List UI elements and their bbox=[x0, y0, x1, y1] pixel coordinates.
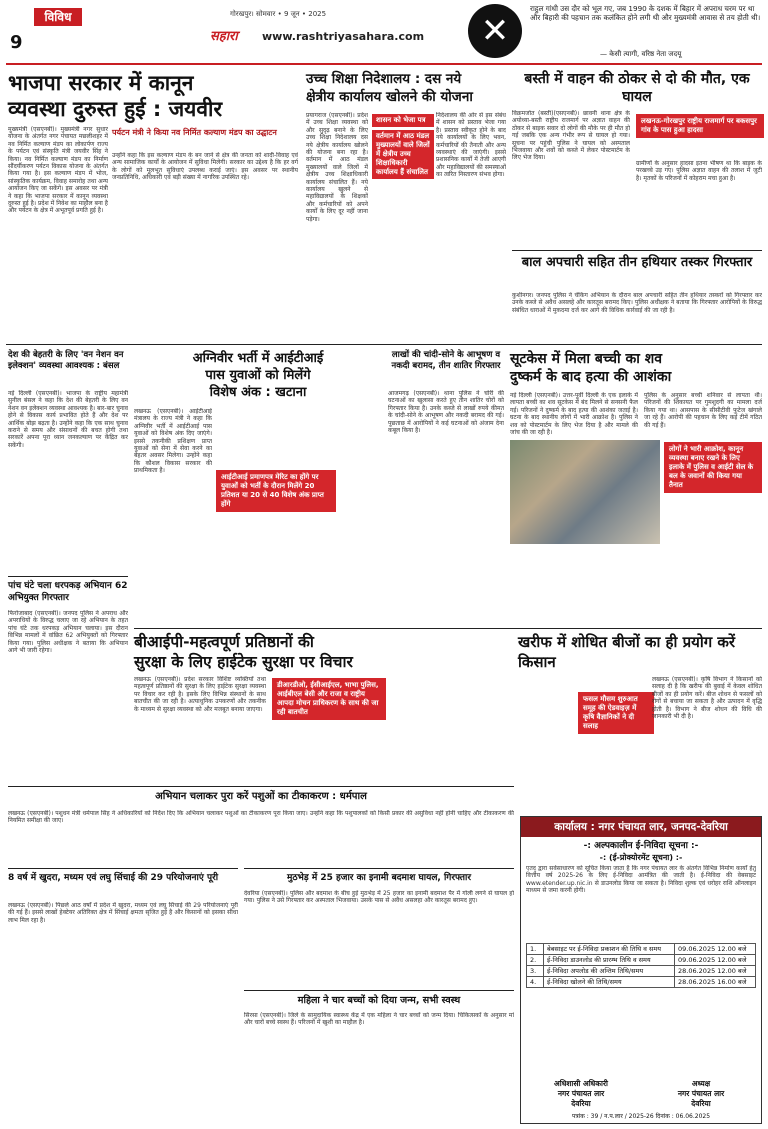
article-body: लखनऊ (एसएनबी)। आईटीआई मंत्रालय के राज्य मंत्री ने कहा कि अग्निवीर भर्ती में आईटीआई पास युवाओं को विशेष अंक दिए जाएंगे। इससे तकनीकी प्रशिक्षण प्राप्त युवाओं को सेना में सेवा करने का बेहतर अवसर मिलेगा। उन्होंने कहा कि कौशल विकास सरकार की प्राथमिकता है। bbox=[134, 408, 212, 475]
red-box: लखनऊ-गोरखपुर राष्ट्रीय राजमार्ग पर बकसपुर गांव के पास हुआ हादसा bbox=[636, 114, 764, 138]
article-encounter bbox=[244, 868, 514, 988]
table-row: 3. ई-निविदा अपलोड की अन्तिम तिथि/समय 28.06.2025 12.00 बजे bbox=[527, 966, 756, 977]
red-box: आईटीआई प्रमाणपत्र मेरिट का होंगे पर युवाओं को भर्ती के दौरान मिलेंगे 20 प्रतिशत या 20 से 40 विशेष अंक प्राप्त होंगे bbox=[216, 470, 336, 512]
website-url[interactable]: www.rashtriyasahara.com bbox=[262, 30, 425, 43]
headline: अभियान चलाकर पुरा करें पशुओं का टीकाकरण : धर्मपाल bbox=[155, 791, 367, 802]
article-body: ग्रामीणों के अनुसार हादसा इतना भीषण था कि बाइक के परखच्चे उड़ गए। पुलिस अज्ञात वाहन की तलाश में जुटी है। मृतकों के परिजनों में कोहराम मचा हुआ है। bbox=[636, 160, 762, 182]
headline: बीआईपी-महत्वपूर्ण प्रतिष्ठानों की bbox=[134, 633, 314, 651]
article-body: लखनऊ (एसएनबी)। कृषि विभाग ने किसानों को सलाह दी है कि खरीफ की बुवाई में केवल शोधित बीजों का ही प्रयोग करें। बीज शोधन से फसलों को रोगों से बचाया जा सकता है और उत्पादन में वृद्धि होती है। विभाग ने बीज शोधन की विधि की जानकारी भी दी है। bbox=[652, 676, 762, 721]
tender-office: कार्यालय : नगर पंचायत लार, जनपद-देवरिया bbox=[521, 817, 761, 837]
article-body: मुख्यमंत्री (एसएनबी)। मुख्यमंत्री नगर सुधार योजना के अंतर्गत नगर पंचायत मछलीशहर में नव निर्मित कल्याण मंडप का लोकार्पण राज्य के पर्यटन एवं संस्कृति मंत्री जयवीर सिंह ने किया। नव निर्मित कल्याण मंडप का निर्माण सौंदर्यीकरण पर्यटन विकास योजना के अंतर्गत किया गया है। इस कल्याण मंडप में भोज, सांस्कृतिक कार्यक्रम, विवाह समारोह तथा अन्य आयोजन किए जा सकेंगे। इस अवसर पर मंत्री ने कहा कि भाजपा सरकार में कानून व्यवस्था दुरुस्त हुई है। प्रदेश में निवेश का माहौल बना है और पर्यटन के क्षेत्र में अभूतपूर्व प्रगति हुई है। bbox=[8, 126, 108, 215]
newspaper-logo: सहारा bbox=[210, 29, 238, 44]
x-logo-icon: ✕ bbox=[468, 4, 522, 58]
tender-footer: पत्रांक : 39 / न.प.लार / 2025-26 दिनांक : 06.06.2025 bbox=[571, 1113, 711, 1120]
article-body: निदेशालय की ओर से इस संबंध में शासन को प्रस्ताव भेजा गया है। प्रस्ताव स्वीकृत होने के बाद नये कार्यालयों के लिए भवन, कर्मचारियों की तैनाती और अन्य व्यवस्थाएं की जाएंगी। इससे प्रशासनिक कार्यों में तेजी आएगी और महाविद्यालयों की समस्याओं का त्वरित निस्तारण संभव होगा। bbox=[436, 112, 506, 179]
article-body: लखनऊ (एसएनबी)। पिछले आठ वर्षों में प्रदेश में खुदरा, मध्यम एवं लघु सिंचाई की 29 परियोजनाएं पूरी की गई हैं। इससे लाखों हेक्टेयर अतिरिक्त क्षेत्र में सिंचाई क्षमता सृजित हुई है और किसानों को इसका सीधा लाभ मिल रहा है। bbox=[8, 902, 238, 924]
red-box: शासन को भेजा पत्र bbox=[372, 114, 434, 127]
tender-notice bbox=[520, 816, 762, 1124]
page-number: 9 bbox=[10, 32, 23, 53]
article-arms-smugglers bbox=[512, 250, 762, 340]
red-box: फसल मौसम शुरुआत समूह की ऐडवाइज़ में कृषि वैज्ञानिकों ने दी सलाह bbox=[578, 692, 654, 734]
article-body: लखनऊ (एसएनबी)। प्रदेश सरकार विशिष्ट व्यक्तियों तथा महत्वपूर्ण प्रतिष्ठानों की सुरक्षा के लिए हाईटेक सुरक्षा व्यवस्था पर विचार कर रही है। इसके लिए विभिन्न संस्थानों के साथ बातचीत की जा रही है। अत्याधुनिक उपकरणों और तकनीक के माध्यम से सुरक्षा व्यवस्था को और मजबूत बनाया जाएगा। bbox=[134, 676, 266, 713]
headline: क्षेत्रीय कार्यालय खोलने की योजना bbox=[306, 89, 473, 105]
tender-table bbox=[526, 943, 756, 988]
headline: दुष्कर्म के बाद हत्या की आशंका bbox=[510, 369, 672, 385]
red-box: वर्तमान में आठ मंडल मुख्यालयों वाले जिलों में क्षेत्रीय उच्च शिक्षाधिकारी कार्यालय हैं संचालित bbox=[372, 130, 434, 179]
table-row: 2. ई-निविदा डाउनलोड की प्रारम्भ तिथि व समय 09.06.2025 12.00 बजे bbox=[527, 955, 756, 966]
article-body: सिरसा (एसएनबी)। जिले के सामुदायिक स्वास्थ्य केंद्र में एक महिला ने चार बच्चों को जन्म दिया। चिकित्सकों के अनुसार मां और चारों बच्चे स्वस्थ हैं। परिजनों में खुशी का माहौल है। bbox=[244, 1012, 514, 1027]
headline: बस्ती में वाहन की ठोकर से दो की मौत, एक घायल bbox=[524, 71, 750, 105]
article-quadruplets bbox=[244, 990, 514, 1123]
city-date: गोरखपुर। सोमवार • 9 जून • 2025 bbox=[230, 10, 327, 18]
masthead bbox=[0, 0, 768, 66]
article-body: नई दिल्ली (एसएनबी)। भाजपा के राष्ट्रीय महामंत्री सुनील बंसल ने कहा कि देश की बेहतरी के लिए वन नेशन वन इलेक्शन व्यवस्था आवश्यक है। बार-बार चुनाव होने से विकास कार्य प्रभावित होते हैं और देश पर आर्थिक बोझ बढ़ता है। उन्होंने कहा कि एक साथ चुनाव कराने से समय और संसाधनों की बचत होगी तथा सरकारें अपना पूरा ध्यान जनकल्याण पर केंद्रित कर सकेंगी। bbox=[8, 390, 128, 449]
headline: मुठभेड़ में 25 हजार का इनामी बदमाश घायल, गिरफ्तार bbox=[286, 873, 472, 883]
masthead-quote: राहुल गांधी उस दौर को भूल गए, जब 1990 के दशक में बिहार में अपराध चरम पर था और बिहारी की पहचान तक कलंकित होने लगी थी और मुख्यमंत्री आवास से तय होती थी। bbox=[530, 4, 761, 22]
article-body: फिरोजाबाद (एसएनबी)। जनपद पुलिस ने अपराध और अपराधियों के विरुद्ध चलाए जा रहे अभियान के तहत पांच घंटे तक धरपकड़ अभियान चलाया। इस दौरान विभिन्न मामलों में वांछित 62 अभियुक्तों को गिरफ्तार किया गया। पुलिस अधीक्षक ने बताया कि अभियान आगे भी जारी रहेगा। bbox=[8, 610, 128, 655]
article-body: पुलिस के अनुसार बच्ची शनिवार से लापता थी। परिजनों की शिकायत पर गुमशुदगी का मामला दर्ज किया गया था। आसपास के सीसीटीवी फुटेज खंगाले जा रहे हैं। आरोपी की पहचान के लिए कई टीमें गठित की गई हैं। bbox=[644, 392, 762, 429]
headline: व्यवस्था दुरुस्त हुई : जयवीर bbox=[8, 97, 223, 121]
headline: अग्निवीर भर्ती में आईटीआई bbox=[192, 351, 324, 366]
article-kharif-seeds bbox=[518, 632, 762, 812]
pull-quote: पर्यटन मंत्री ने किया नव निर्मित कल्याण मंडप का उद्घाटन bbox=[112, 128, 277, 137]
headline: देश की बेहतरी के लिए 'वन नेशन वन इलेक्शन' व्यवस्था आवश्यक : बंसल bbox=[8, 350, 124, 371]
headline: महिला ने चार बच्चों को दिया जन्म, सभी स्वस्थ bbox=[297, 995, 461, 1006]
headline: 8 वर्ष में खुदरा, मध्यम एवं लघु सिंचाई की 29 परियोजनाएं पूरी bbox=[8, 873, 219, 883]
news-photo bbox=[510, 440, 660, 544]
article-bjp-law-order bbox=[8, 70, 300, 340]
headline: लाखों की चांदी-सोने के आभूषण व नकदी बरामद, तीन शातिर गिरफ्तार bbox=[391, 350, 501, 371]
article-jewellery-recovered bbox=[388, 350, 504, 625]
tender-subtitle: -: (ई-प्रोक्योरमेंट सूचना) :- bbox=[599, 853, 683, 862]
article-higher-education bbox=[306, 70, 506, 340]
article-body: उन्होंने कहा कि इस कल्याण मंडप के बन जाने से क्षेत्र की जनता को शादी-विवाह एवं अन्य सामाजिक कार्यों के आयोजन में सुविधा मिलेगी। सरकार का उद्देश्य है कि हर वर्ग के लोगों को मूलभूत सुविधाएं उपलब्ध कराई जाएं। इस अवसर पर स्थानीय जनप्रतिनिधि, अधिकारी एवं बड़ी संख्या में नागरिक उपस्थित रहे। bbox=[112, 152, 298, 182]
article-one-nation-one-election bbox=[8, 350, 128, 572]
article-arrest-drive bbox=[8, 576, 128, 782]
red-box: लोगों ने भारी आक्रोश, कानून व्यवस्था बनाए रखने के लिए इलाके में पुलिस व आईटी सेल के बल के जवानों की किया गया तैनात bbox=[664, 442, 762, 493]
signature-left: अधिशासी अधिकारी नगर पंचायत लार देवरिया bbox=[554, 1079, 608, 1108]
tender-title: -: अल्पकालीन ई-निविदा सूचना :- bbox=[583, 841, 699, 851]
headline: उच्च शिक्षा निदेशालय : दस नये bbox=[306, 71, 462, 87]
headline: भाजपा सरकार में कानून bbox=[8, 71, 194, 95]
tender-body: एतद् द्वारा सर्वसाधारण को सूचित किया जाता है कि नगर पंचायत लार के अंतर्गत विभिन्न निर्माण कार्यों हेतु वित्तीय वर्ष 2025-26 के लिए ई-निविदा आमंत्रित की जाती है। ई-निविदा की वेबसाइट www.etender.up.nic.in से डाउनलोड किया जा सकता है। निविदा शुल्क एवं धरोहर राशि ऑनलाइन माध्यम से जमा करनी होगी। bbox=[526, 865, 756, 895]
section-tab: विविध bbox=[34, 8, 82, 26]
article-body: विक्रमजोत (बस्ती)(एसएनबी)। छावनी थाना क्षेत्र के अयोध्या-बस्ती राष्ट्रीय राजमार्ग पर अज्ञात वाहन की ठोकर से बाइक सवार दो लोगों की मौके पर ही मौत हो गई जबकि एक अन्य गंभीर रूप से घायल हो गया। सूचना पर पहुंची पुलिस ने घायल को अस्पताल भिजवाया और शवों को कब्जे में लेकर पोस्टमार्टम के लिए भेज दिया। bbox=[512, 110, 630, 162]
article-body: नई दिल्ली (एसएनबी)। उत्तर-पूर्वी दिल्ली के एक इलाके में लापता बच्ची का शव सूटकेस में बंद मिलने से सनसनी फैल गई। परिजनों ने दुष्कर्म के बाद हत्या की आशंका जताई है। घटना के बाद स्थानीय लोगों में भारी आक्रोश है। पुलिस ने शव को पोस्टमार्टम के लिए भेज दिया है और मामले की जांच की जा रही है। bbox=[510, 392, 638, 436]
table-row: 4. ई-निविदा खोलने की तिथि/समय 28.06.2025 16.00 बजे bbox=[527, 977, 756, 988]
headline: विशेष अंक : खटाना bbox=[209, 385, 307, 400]
headline: पास युवाओं को मिलेंगे bbox=[205, 368, 311, 383]
table-row: 1. बेबसाइट पर ई-निविदा प्रकाशन की तिथि व समय 09.06.2025 12.00 बजे bbox=[527, 944, 756, 955]
headline: पांच घंटे चला धरपकड़ अभियान 62 अभियुक्त गिरफ्तार bbox=[8, 581, 128, 603]
headline: सुरक्षा के लिए हाईटेक सुरक्षा पर विचार bbox=[134, 653, 353, 671]
signature-right: अध्यक्ष नगर पंचायत लार देवरिया bbox=[677, 1079, 725, 1108]
article-body: आजमगढ़ (एसएनबी)। थाना पुलिस ने चोरी की घटनाओं का खुलासा करते हुए तीन शातिर चोरों को गिरफ्तार किया है। उनके कब्जे से लाखों रुपये कीमत के चांदी-सोने के आभूषण और नकदी बरामद की गई। पूछताछ में आरोपियों ने कई घटनाओं को अंजाम देना कबूल किया है। bbox=[388, 390, 504, 435]
red-box: डीआरडीओ, ईसीआईएल, भाभा पुलिस, आईबीएल बेसी और राजा व राष्ट्रीय आपदा मोचन प्राधिकरण के साथ की जा रही बातचीत bbox=[272, 678, 386, 720]
article-suitcase-body bbox=[510, 350, 762, 625]
article-body: लखनऊ (एसएनबी)। पशुधन मंत्री धर्मपाल सिंह ने अधिकारियों को निर्देश दिए कि अभियान चलाकर पशुओं का टीकाकरण पूरा किया जाए। उन्होंने कहा कि पशुपालकों को किसी प्रकार की असुविधा नहीं होनी चाहिए और टीकाकरण की नियमित समीक्षा की जाए। bbox=[8, 810, 514, 825]
article-body: प्रयागराज (एसएनबी)। प्रदेश में उच्च शिक्षा व्यवस्था को और सुदृढ़ बनाने के लिए उच्च शिक्षा निदेशालय दस नये क्षेत्रीय कार्यालय खोलने की योजना बना रहा है। वर्तमान में आठ मंडल मुख्यालयों वाले जिलों में क्षेत्रीय उच्च शिक्षाधिकारी कार्यालय संचालित हैं। नये कार्यालय खुलने से महाविद्यालयों के शिक्षकों और कर्मचारियों को अपने कार्यों के लिए दूर नहीं जाना पड़ेगा। bbox=[306, 112, 368, 223]
article-body: कुशीनगर। जनपद पुलिस ने चेकिंग अभियान के दौरान बाल अपचारी सहित तीन हथियार तस्करों को गिरफ्तार कर उनके कब्जे से अवैध असलहे और कारतूस बरामद किए। पुलिस अधीक्षक ने बताया कि गिरफ्तार आरोपियों के विरुद्ध संबंधित धाराओं में मुकदमा दर्ज कर आगे की विधिक कार्रवाई की जा रही है। bbox=[512, 292, 762, 314]
article-basti-accident bbox=[512, 70, 762, 245]
article-body: देवरिया (एसएनबी)। पुलिस और बदमाश के बीच हुई मुठभेड़ में 25 हजार का इनामी बदमाश पैर में गोली लगने से घायल हो गया। पुलिस ने उसे गिरफ्तार कर अस्पताल भिजवाया। उसके पास से अवैध असलहा और कारतूस बरामद हुए। bbox=[244, 890, 514, 905]
masthead-quote-author: — केसी त्यागी, वरिष्ठ नेता जदयू bbox=[600, 50, 682, 58]
article-irrigation-projects bbox=[8, 868, 238, 1123]
headline: खरीफ में शोधित बीजों का ही प्रयोग करें किसान bbox=[518, 633, 736, 671]
article-animal-vaccination bbox=[8, 786, 514, 866]
article-agniveer-iti bbox=[134, 350, 382, 625]
article-vip-security bbox=[134, 632, 514, 812]
headline: बाल अपचारी सहित तीन हथियार तस्कर गिरफ्तार bbox=[521, 255, 753, 270]
headline: सूटकेस में मिला बच्ची का शव bbox=[510, 351, 663, 367]
